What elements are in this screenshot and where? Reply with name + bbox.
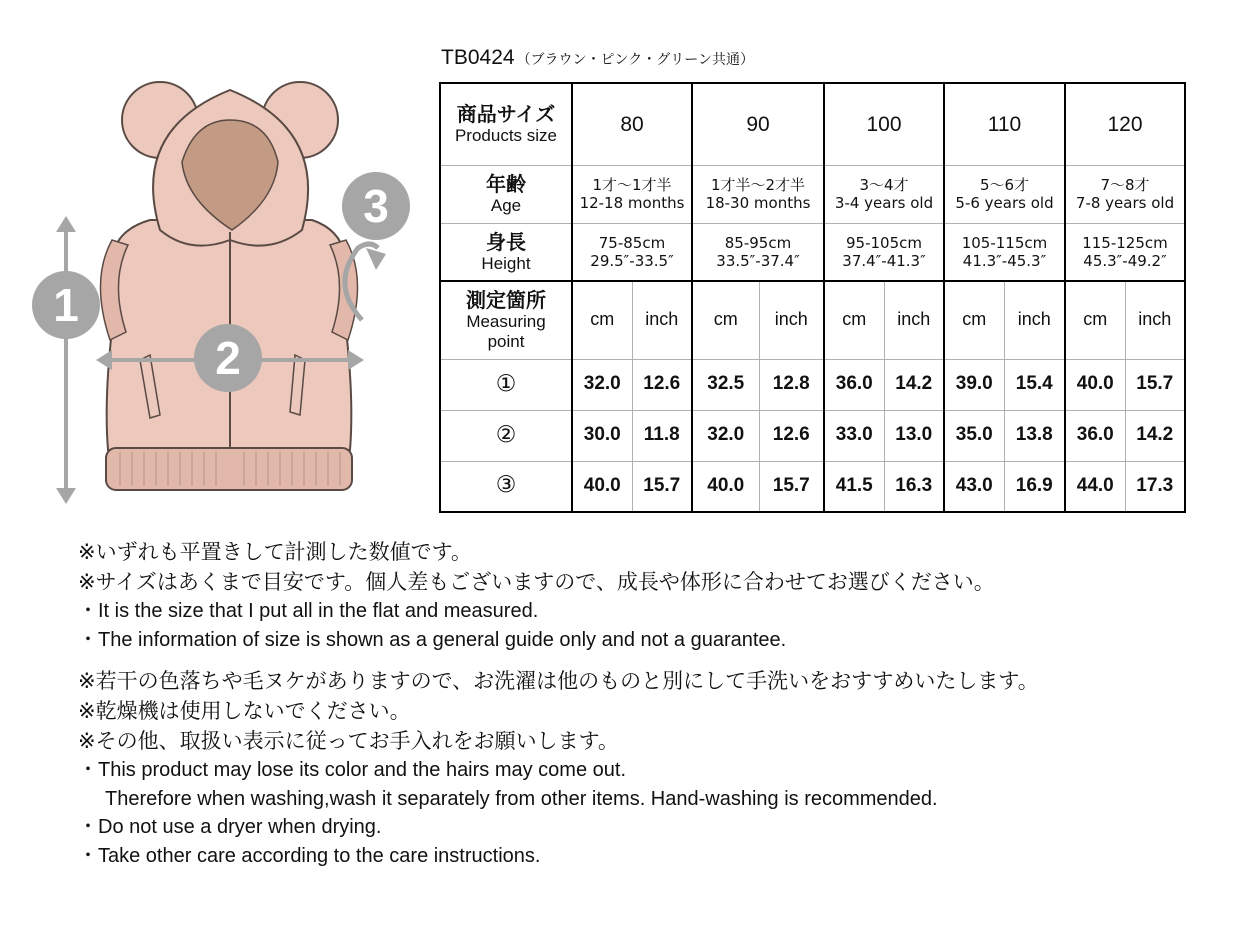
cell: 15.7 [632, 461, 692, 512]
table-row [440, 410, 1185, 461]
marker-1-label: 1 [53, 279, 79, 331]
cell: 15.4 [1004, 359, 1065, 410]
size-header-jp: 商品サイズ [456, 102, 556, 127]
note-en-4: ・Do not use a dryer when drying. [78, 816, 382, 838]
cell: 13.8 [1004, 410, 1065, 461]
unit-cm: cm [824, 281, 884, 359]
age-jp: 1才半～2才半 [710, 176, 806, 194]
cell: 40.0 [1065, 359, 1125, 410]
note-en-3: ・This product may lose its color and the hairs may come out. [78, 759, 627, 781]
height-in: 33.5″-37.4″ [716, 251, 800, 270]
age-header [440, 165, 572, 223]
height-cm: 75-85cm [598, 233, 666, 252]
cell: 40.0 [572, 461, 632, 512]
height-cm: 105-115cm [961, 233, 1048, 252]
cell: 32.0 [692, 410, 759, 461]
size-row [440, 83, 1185, 165]
hem-rib [106, 448, 352, 490]
height-in: 37.4″-41.3″ [842, 251, 926, 270]
size-80: 80 [572, 83, 692, 165]
age-90 [692, 165, 824, 223]
size-table [439, 82, 1186, 513]
age-en: 12-18 months [579, 194, 685, 212]
notes [78, 537, 1238, 870]
note-jp-3: ※若干の色落ちや毛ヌケがありますので、お洗濯は他のものと別にして手洗いをおすすめいたします。 [78, 669, 1039, 693]
age-en: 5-6 years old [955, 194, 1054, 212]
size-110: 110 [944, 83, 1065, 165]
age-jp: 7～8才 [1100, 176, 1150, 194]
unit-cm: cm [1065, 281, 1125, 359]
marker-2-label: 2 [215, 332, 241, 384]
height-header [440, 223, 572, 281]
note-en-5: ・Take other care according to the care instructions. [78, 844, 541, 867]
measure-header-jp: 測定箇所 [466, 287, 546, 312]
age-120 [1065, 165, 1185, 223]
height-110 [944, 223, 1065, 281]
height-cm: 115-125cm [1082, 233, 1168, 252]
height-100 [824, 223, 944, 281]
height-in: 41.3″-45.3″ [962, 251, 1047, 270]
height-header-jp: 身長 [486, 229, 526, 254]
measure-point: ① [440, 359, 572, 410]
age-en: 3-4 years old [834, 194, 934, 212]
note-jp-2: ※サイズはあくまで目安です。個人差もございますので、成長や体形に合わせてお選びください。 [78, 570, 995, 594]
age-110 [944, 165, 1065, 223]
measure-header-row [440, 281, 1185, 359]
cell: 44.0 [1065, 461, 1125, 512]
age-jp: 5～6才 [979, 176, 1030, 194]
product-code-value: TB0424 [441, 46, 515, 69]
age-80 [572, 165, 692, 223]
cell: 12.6 [759, 410, 824, 461]
note-en-3-continued: Therefore when washing,wash it separately from other items. Hand-washing is recommended. [105, 787, 938, 810]
age-jp: 1才～1才半 [592, 176, 672, 194]
unit-inch: inch [1004, 281, 1065, 359]
measure-point: ③ [440, 461, 572, 512]
age-row [440, 165, 1185, 223]
measure-header [440, 281, 572, 359]
product-variants-note: （ブラウン・ピンク・グリーン共通） [516, 52, 755, 68]
product-code [441, 46, 754, 70]
cell: 14.2 [1125, 410, 1185, 461]
table-row [440, 461, 1185, 512]
age-en: 18-30 months [705, 194, 811, 212]
height-row [440, 223, 1185, 281]
cell: 35.0 [944, 410, 1004, 461]
unit-cm: cm [572, 281, 632, 359]
height-80 [572, 223, 692, 281]
height-in: 29.5″-33.5″ [590, 251, 674, 270]
unit-inch: inch [632, 281, 692, 359]
size-90: 90 [692, 83, 824, 165]
unit-inch: inch [884, 281, 944, 359]
cell: 40.0 [692, 461, 759, 512]
age-en: 7-8 years old [1075, 194, 1175, 212]
cell: 13.0 [884, 410, 944, 461]
age-jp: 3～4才 [859, 176, 909, 194]
height-120 [1065, 223, 1185, 281]
unit-cm: cm [692, 281, 759, 359]
cell: 15.7 [759, 461, 824, 512]
height-in: 45.3″-49.2″ [1083, 251, 1167, 270]
cell: 39.0 [944, 359, 1004, 410]
cell: 32.0 [572, 359, 632, 410]
size-header-en: Products size [454, 126, 558, 146]
note-jp-4: ※乾燥機は使用しないでください。 [78, 699, 411, 723]
measure-header-en2: point [487, 332, 525, 352]
length-arrow [56, 216, 76, 504]
cell: 33.0 [824, 410, 884, 461]
size-120: 120 [1065, 83, 1185, 165]
height-cm: 85-95cm [724, 233, 792, 252]
note-en-1: ・It is the size that I put all in the flat and measured. [78, 600, 539, 622]
unit-inch: inch [1125, 281, 1185, 359]
cell: 12.8 [759, 359, 824, 410]
height-header-en: Height [481, 253, 531, 273]
cell: 15.7 [1125, 359, 1185, 410]
cell: 43.0 [944, 461, 1004, 512]
cell: 11.8 [632, 410, 692, 461]
height-90 [692, 223, 824, 281]
marker-3-label: 3 [363, 180, 389, 232]
measure-point: ② [440, 410, 572, 461]
cell: 32.5 [692, 359, 759, 410]
vest-illustration [20, 70, 430, 510]
note-jp-1: ※いずれも平置きして計測した数値です。 [78, 540, 472, 564]
cell: 16.9 [1004, 461, 1065, 512]
unit-cm: cm [944, 281, 1004, 359]
cell: 16.3 [884, 461, 944, 512]
cell: 36.0 [1065, 410, 1125, 461]
cell: 12.6 [632, 359, 692, 410]
cell: 14.2 [884, 359, 944, 410]
note-jp-5: ※その他、取扱い表示に従ってお手入れをお願いします。 [78, 729, 619, 753]
age-header-jp: 年齢 [486, 171, 526, 196]
measure-header-en1: Measuring [466, 311, 546, 331]
cell: 41.5 [824, 461, 884, 512]
cell: 17.3 [1125, 461, 1185, 512]
age-100 [824, 165, 944, 223]
armhole-arrowhead [366, 248, 386, 270]
size-100: 100 [824, 83, 944, 165]
cell: 36.0 [824, 359, 884, 410]
size-header [440, 83, 572, 165]
cell: 30.0 [572, 410, 632, 461]
age-header-en: Age [490, 195, 522, 215]
note-en-2: ・The information of size is shown as a general guide only and not a guarantee. [78, 628, 787, 651]
unit-inch: inch [759, 281, 824, 359]
table-row [440, 359, 1185, 410]
height-cm: 95-105cm [846, 233, 922, 252]
